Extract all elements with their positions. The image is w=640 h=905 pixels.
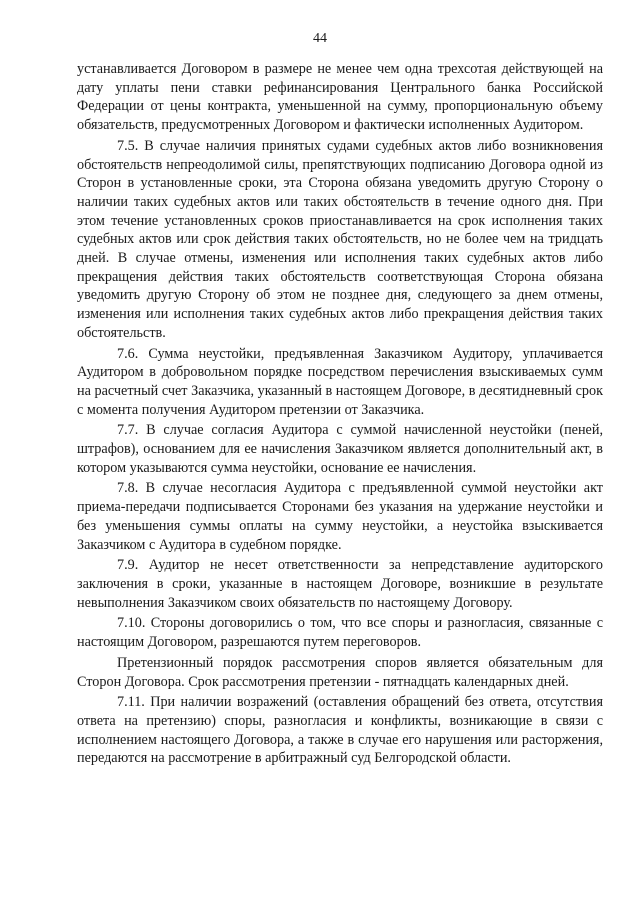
paragraph-7-7: 7.7. В случае согласия Аудитора с суммой начисленной неустойки (пеней, штрафов), основанием для ее начисления Заказчиком является дополнительный акт, в котором указываются сумма неустойки, основание ее начисления. [77, 422, 603, 476]
paragraph-7-9: 7.9. Аудитор не несет ответственности за непредставление аудиторского заключения в сроки, указанные в настоящем Договоре, возникшие в результате невыполнения Заказчиком своих обязательств по настоящему Договору. [77, 557, 603, 611]
paragraph-7-6: 7.6. Сумма неустойки, предъявленная Заказчиком Аудитору, уплачивается Аудитором в добровольном порядке посредством перечисления взыскиваемых сумм на расчетный счет Заказчика, указанный в настоящем Договоре, в десятидневный срок с момента получения Аудитором претензии от Заказчика. [77, 345, 603, 418]
body-text [77, 60, 603, 768]
paragraph-7-5: 7.5. В случае наличия принятых судами судебных актов либо возникновения обстоятельств непреодолимой силы, препятствующих подписанию Договора одной из Сторон в установленные сроки, эта Сторона обязана уведомить другую Сторону о наличии таких судебных актов или таких обстоятельств в течение одного дня. При этом течение установленных сроков приостанавливается на срок исполнения таких судебных актов или срок действия таких обстоятельств, но не более чем на тридцать дней. В случае отмены, изменения или исполнения таких судебных актов либо прекращения действия таких обстоятельств соответствующая Сторона обязана уведомить другую Сторону об этом не позднее дня, следующего за днем отмены, изменения или исполнения таких судебных актов либо прекращения действия таких обстоятельств. [77, 137, 603, 341]
paragraph-7-8: 7.8. В случае несогласия Аудитора с предъявленной суммой неустойки акт приема-передачи подписывается Сторонами без указания на удержание неустойки и без уменьшения суммы оплаты на сумму неустойки, а неустойка взыскивается Заказчиком с Аудитора в судебном порядке. [77, 480, 603, 553]
paragraph-continuation: устанавливается Договором в размере не менее чем одна трехсотая действующей на дату уплаты пени ставки рефинансирования Центрального банка Российской Федерации от цены контракта, уменьшенной на сумму, пропорциональную объему обязательств, предусмотренных Договором и фактически исполненных Аудитором. [77, 61, 603, 134]
page-number: 44 [313, 31, 327, 46]
paragraph-claims: Претензионный порядок рассмотрения споров является обязательным для Сторон Договора. Срок рассмотрения претензии - пятнадцать календарных дней. [77, 654, 603, 690]
paragraph-7-11: 7.11. При наличии возражений (оставления обращений без ответа, отсутствия ответа на претензию) споры, разногласия и конфликты, возникающие в связи с исполнением настоящего Договора, а также в случае его нарушения или расторжения, передаются на рассмотрение в арбитражный суд Белгородской области. [77, 694, 603, 767]
paragraph-7-10: 7.10. Стороны договорились о том, что все споры и разногласия, связанные с настоящим Договором, разрешаются путем переговоров. [77, 615, 603, 651]
